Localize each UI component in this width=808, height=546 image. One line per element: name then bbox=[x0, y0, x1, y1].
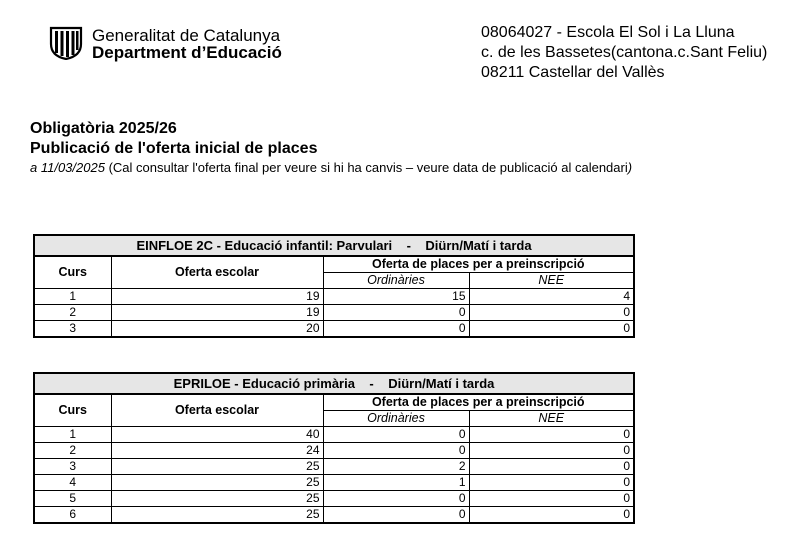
offer-table-primaria bbox=[33, 372, 635, 524]
cell-ordinaries: 0 bbox=[323, 443, 469, 459]
cell-ordinaries: 0 bbox=[323, 305, 469, 321]
cell-nee: 0 bbox=[469, 443, 634, 459]
col-header-oferta: Oferta escolar bbox=[111, 394, 323, 427]
cell-oferta: 19 bbox=[111, 305, 323, 321]
org-line-2: Department d’Educació bbox=[92, 43, 282, 62]
cell-nee: 0 bbox=[469, 507, 634, 524]
cell-curs: 6 bbox=[34, 507, 111, 524]
cell-ordinaries: 15 bbox=[323, 289, 469, 305]
table-row bbox=[34, 289, 634, 305]
cell-nee: 0 bbox=[469, 491, 634, 507]
cell-ordinaries: 0 bbox=[323, 427, 469, 443]
cell-ordinaries: 2 bbox=[323, 459, 469, 475]
organization-name bbox=[92, 27, 282, 61]
cell-nee: 0 bbox=[469, 305, 634, 321]
cell-oferta: 20 bbox=[111, 321, 323, 338]
cell-curs: 3 bbox=[34, 459, 111, 475]
cell-nee: 0 bbox=[469, 475, 634, 491]
cell-nee: 0 bbox=[469, 321, 634, 338]
cell-curs: 5 bbox=[34, 491, 111, 507]
school-line-3: 08211 Castellar del Vallès bbox=[481, 64, 665, 81]
col-header-curs: Curs bbox=[34, 256, 111, 289]
cell-nee: 0 bbox=[469, 427, 634, 443]
cell-ordinaries: 1 bbox=[323, 475, 469, 491]
cell-curs: 4 bbox=[34, 475, 111, 491]
cell-nee: 0 bbox=[469, 459, 634, 475]
col-header-group: Oferta de places per a preinscripció bbox=[323, 256, 634, 273]
heading-subtitle bbox=[30, 159, 632, 177]
table-row bbox=[34, 491, 634, 507]
org-line-1: Generalitat de Catalunya bbox=[92, 26, 281, 45]
note-close: ) bbox=[627, 160, 633, 175]
cell-curs: 3 bbox=[34, 321, 111, 338]
table-row bbox=[34, 459, 634, 475]
col-header-group: Oferta de places per a preinscripció bbox=[323, 394, 634, 411]
table-row bbox=[34, 321, 634, 338]
cell-curs: 1 bbox=[34, 427, 111, 443]
heading-title-1: Obligatòria 2025/26 bbox=[30, 120, 177, 137]
cell-oferta: 25 bbox=[111, 475, 323, 491]
cell-oferta: 24 bbox=[111, 443, 323, 459]
table-title: EINFLOE 2C - Educació infantil: Parvulari - Diürn/Matí i tarda bbox=[34, 235, 634, 256]
document-heading bbox=[30, 119, 632, 177]
cell-ordinaries: 0 bbox=[323, 321, 469, 338]
cell-curs: 2 bbox=[34, 305, 111, 321]
col-header-oferta: Oferta escolar bbox=[111, 256, 323, 289]
table-row bbox=[34, 475, 634, 491]
school-line-2: c. de les Bassetes(cantona.c.Sant Feliu) bbox=[481, 44, 768, 61]
table-row bbox=[34, 427, 634, 443]
school-address bbox=[481, 23, 767, 83]
table-row bbox=[34, 507, 634, 524]
cell-curs: 2 bbox=[34, 443, 111, 459]
table-row bbox=[34, 443, 634, 459]
cell-oferta: 40 bbox=[111, 427, 323, 443]
cell-ordinaries: 0 bbox=[323, 507, 469, 524]
generalitat-logo-icon bbox=[48, 26, 84, 60]
col-header-nee: NEE bbox=[469, 411, 634, 427]
cell-nee: 4 bbox=[469, 289, 634, 305]
publication-note: (Cal consultar l'oferta final per veure si hi ha canvis – veure data de publicació al calendari bbox=[104, 160, 628, 175]
publication-date: a 11/03/2025 bbox=[30, 160, 105, 175]
table-title: EPRILOE - Educació primària - Diürn/Matí i tarda bbox=[34, 373, 634, 394]
col-header-curs: Curs bbox=[34, 394, 111, 427]
offer-table-infantil bbox=[33, 234, 635, 338]
heading-title-2: Publicació de l'oferta inicial de places bbox=[30, 140, 318, 157]
col-header-ordinaries: Ordinàries bbox=[323, 273, 469, 289]
table-row bbox=[34, 305, 634, 321]
cell-oferta: 25 bbox=[111, 459, 323, 475]
cell-oferta: 25 bbox=[111, 507, 323, 524]
cell-oferta: 19 bbox=[111, 289, 323, 305]
cell-ordinaries: 0 bbox=[323, 491, 469, 507]
cell-curs: 1 bbox=[34, 289, 111, 305]
school-line-1: 08064027 - Escola El Sol i La Lluna bbox=[481, 24, 735, 41]
col-header-ordinaries: Ordinàries bbox=[323, 411, 469, 427]
cell-oferta: 25 bbox=[111, 491, 323, 507]
col-header-nee: NEE bbox=[469, 273, 634, 289]
